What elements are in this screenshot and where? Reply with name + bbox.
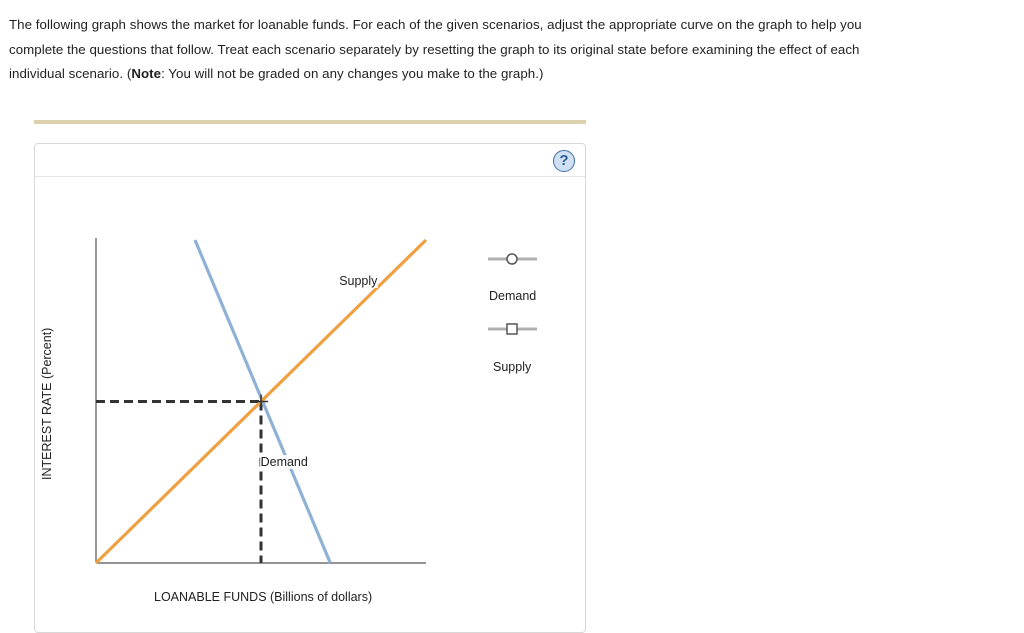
y-axis-label: INTEREST RATE (Percent): [40, 327, 54, 480]
legend-demand-label: Demand: [489, 289, 537, 303]
instructions-line-2: complete the questions that follow. Treat each scenario separately by resetting the graph to its original state before examining the effect of each: [9, 41, 860, 57]
legend-demand-marker[interactable]: [507, 254, 517, 264]
supply-curve-label: Supply: [339, 274, 378, 289]
instructions-line-3-pre: individual scenario. (: [9, 66, 132, 81]
instructions-line-1: The following graph shows the market for loanable funds. For each of the given scenarios, adjust the appropriate curve on the graph to help you: [9, 17, 862, 32]
help-icon-button[interactable]: ?: [553, 150, 575, 172]
demand-curve-label: Demand: [260, 455, 308, 470]
legend-supply-label: Supply: [493, 360, 532, 374]
note-label: Note: [131, 66, 162, 81]
x-axis-label: LOANABLE FUNDS (Billions of dollars): [154, 590, 373, 604]
legend-supply-marker[interactable]: [507, 324, 517, 334]
instructions-line-3-post: : You will not be graded on any changes you make to the graph.): [161, 66, 544, 81]
